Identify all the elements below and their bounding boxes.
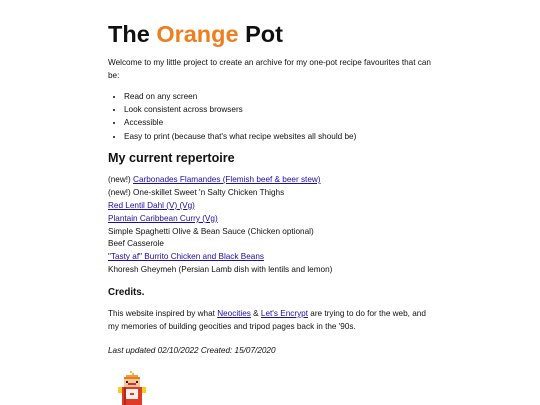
page-title: The Orange Pot xyxy=(108,21,283,47)
recipe-text: Beef Casserole xyxy=(108,239,164,249)
feature-item: • Read on any screen xyxy=(124,90,356,103)
neocities-link[interactable]: Neocities xyxy=(217,309,251,318)
recipe-text: Khoresh Gheymeh (Persian Lamb dish with lentils and lemon) xyxy=(108,265,333,275)
recipe-link-red-lentil-dahl[interactable]: Red Lentil Dahl (V) (Vg) xyxy=(108,200,195,210)
feature-list xyxy=(108,90,356,143)
orange-pot-pixel-mascot-icon xyxy=(112,371,152,405)
title-accent: Orange xyxy=(156,21,239,47)
credits-text: This website inspired by what Neocities & Let's Encrypt are trying to do for the web, and my memories of building geocities and tripod pages back in the '90s. xyxy=(108,309,426,331)
recipe-item xyxy=(108,238,332,251)
feature-item: • Look consistent across browsers xyxy=(124,103,356,116)
recipe-list xyxy=(108,174,332,277)
recipe-link-plantain-curry[interactable]: Plantain Caribbean Curry (Vg) xyxy=(108,213,218,223)
recipe-link-burrito-chicken[interactable]: "Tasty af" Burrito Chicken and Black Beans xyxy=(108,252,264,262)
credits-heading: Credits. xyxy=(108,287,145,298)
feature-item: • Accessible xyxy=(124,116,356,129)
recipe-text: One-skillet Sweet 'n Salty Chicken Thighs xyxy=(133,187,285,197)
recipe-link-carbonades[interactable]: Carbonades Flamandes (Flemish beef & beer stew) xyxy=(133,175,321,184)
last-updated-text: Last updated 02/10/2022 Created: 15/07/2020 xyxy=(108,346,276,355)
intro-text: Welcome to my little project to create an archive for my one-pot recipe favourites that can be: xyxy=(108,58,431,80)
recipe-item: (new!) One-skillet Sweet 'n Salty Chicken Thighs xyxy=(108,187,285,197)
recipe-item xyxy=(108,251,332,264)
recipe-item xyxy=(108,226,332,239)
recipe-item xyxy=(108,213,332,226)
recipe-item: (new!) Carbonades Flamandes (Flemish beef & beer stew) xyxy=(108,175,321,184)
recipe-item xyxy=(108,200,332,213)
lets-encrypt-link[interactable]: Let's Encrypt xyxy=(260,309,308,318)
recipe-text: Simple Spaghetti Olive & Bean Sauce (Chicken optional) xyxy=(108,226,314,236)
repertoire-heading: My current repertoire xyxy=(108,151,235,165)
recipe-item xyxy=(108,264,332,277)
feature-item: • Easy to print (because that's what recipe websites all should be) xyxy=(124,130,356,143)
